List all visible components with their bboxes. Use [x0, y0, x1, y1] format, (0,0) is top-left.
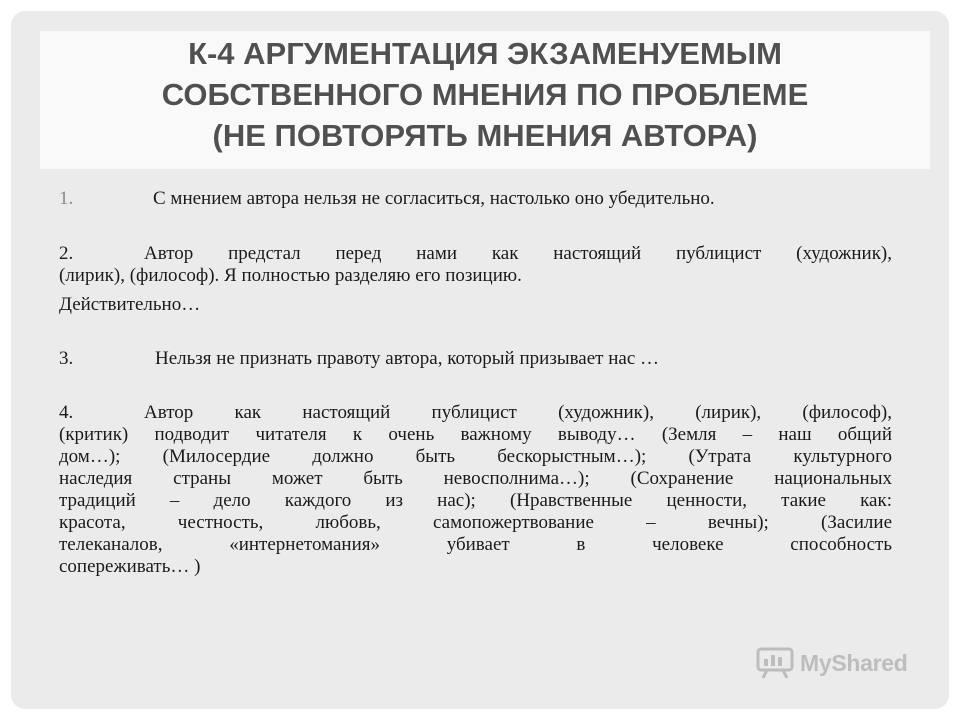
- slide-title: [40, 31, 930, 156]
- watermark-label: MyShared: [800, 649, 908, 676]
- item-text-line: наследия страны может быть невосполнима…); (Сохранение национальных: [59, 468, 892, 489]
- item-number: 1.: [59, 188, 74, 209]
- item-text-line: (критик) подводит читателя к очень важному выводу… (Земля – наш общий: [59, 424, 892, 445]
- item-text-line: дом…); (Милосердие должно быть бескорыстным…); (Утрата культурного: [59, 446, 892, 467]
- item-text: С мнением автора нельзя не согласиться, настолько оно убедительно.: [153, 188, 715, 209]
- item-number: 2.: [59, 243, 74, 264]
- item-text-line: [59, 243, 892, 265]
- title-box: [40, 31, 930, 169]
- item-text-line: Автор как настоящий публицист (художник), (лирик), (философ),: [144, 402, 892, 423]
- item-text-line: Действительно…: [59, 294, 201, 315]
- list-item: [59, 188, 892, 210]
- item-text-line: (лирик), (философ). Я полностью разделяю его позицию.: [59, 265, 522, 286]
- title-line: К-4 АРГУМЕНТАЦИЯ ЭКЗАМЕНУЕМЫМ: [188, 36, 782, 71]
- list-item: [59, 348, 892, 370]
- item-number: 4.: [59, 402, 74, 423]
- item-text-line: сопереживать… ): [59, 556, 201, 577]
- title-line: (НЕ ПОВТОРЯТЬ МНЕНИЯ АВТОРА): [212, 118, 758, 153]
- list-item: [59, 243, 892, 316]
- item-number: 3.: [59, 348, 74, 369]
- item-text-line: традиций – дело каждого из нас); (Нравственные ценности, такие как:: [59, 490, 892, 511]
- item-text: Автор предстал перед нами как настоящий публицист (художник),: [144, 243, 892, 264]
- item-text-line: телеканалов, «интернетомания» убивает в человеке способность: [59, 534, 892, 555]
- presentation-board-icon: [755, 646, 795, 680]
- myshared-watermark: [755, 646, 908, 680]
- item-text: Нельзя не признать правоту автора, который призывает нас …: [155, 348, 660, 369]
- list-item: [59, 402, 892, 578]
- item-text-line: красота, честность, любовь, самопожертвование – вечны); (Засилие: [59, 512, 892, 533]
- title-line: СОБСТВЕННОГО МНЕНИЯ ПО ПРОБЛЕМЕ: [161, 77, 809, 112]
